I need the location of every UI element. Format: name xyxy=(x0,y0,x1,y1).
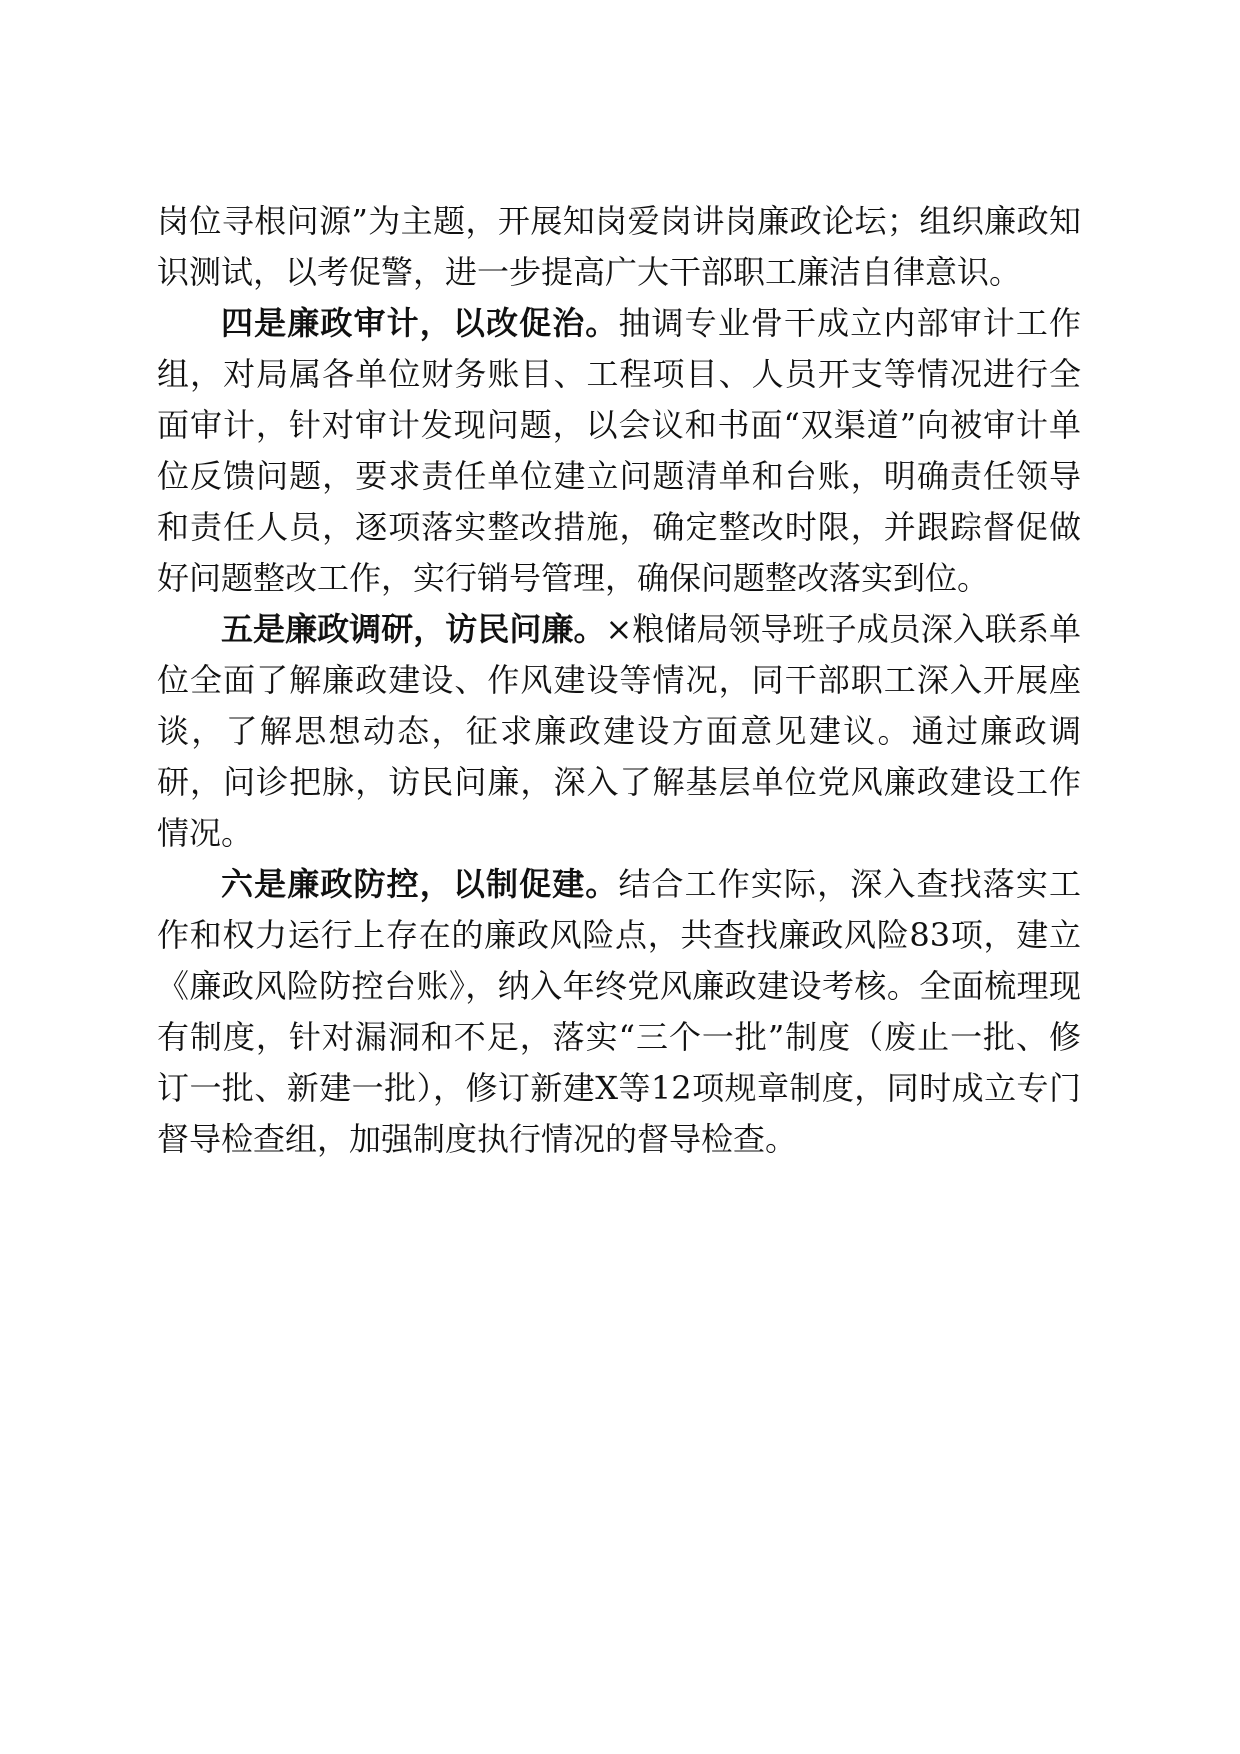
paragraph-continuation xyxy=(157,196,1081,298)
paragraph-prevention xyxy=(157,859,1081,1165)
paragraph-lead: 四是廉政审计，以改促治。 xyxy=(221,304,619,342)
paragraph-audit xyxy=(157,298,1081,604)
paragraph-text: 岗位寻根问源”为主题，开展知岗爱岗讲岗廉政论坛；组织廉政知识测试，以考促警，进一步提高广大干部职工廉洁自律意识。 xyxy=(157,202,1081,291)
paragraph-text: ×粮储局领导班子成员深入联系单位全面了解廉政建设、作风建设等情况，同干部职工深入开展座谈，了解思想动态，征求廉政建设方面意见建议。通过廉政调研，问诊把脉，访民问廉，深入了解基层单位党风廉政建设工作情况。 xyxy=(157,610,1081,852)
paragraph-lead: 六是廉政防控，以制促建。 xyxy=(221,865,619,903)
paragraph-research xyxy=(157,604,1081,859)
paragraph-lead: 五是廉政调研，访民问廉。 xyxy=(221,610,606,648)
paragraph-text: 结合工作实际，深入查找落实工作和权力运行上存在的廉政风险点，共查找廉政风险83项，建立《廉政风险防控台账》，纳入年终党风廉政建设考核。全面梳理现有制度，针对漏洞和不足，落实“三个一批”制度（废止一批、修订一批、新建一批），修订新建X等12项规章制度，同时成立专门督导检查组，加强制度执行情况的督导检查。 xyxy=(157,865,1081,1158)
paragraph-text: 抽调专业骨干成立内部审计工作组，对局属各单位财务账目、工程项目、人员开支等情况进行全面审计，针对审计发现问题，以会议和书面“双渠道”向被审计单位反馈问题，要求责任单位建立问题清单和台账，明确责任领导和责任人员，逐项落实整改措施，确定整改时限，并跟踪督促做好问题整改工作，实行销号管理，确保问题整改落实到位。 xyxy=(157,304,1081,597)
document-body xyxy=(157,196,1081,1165)
